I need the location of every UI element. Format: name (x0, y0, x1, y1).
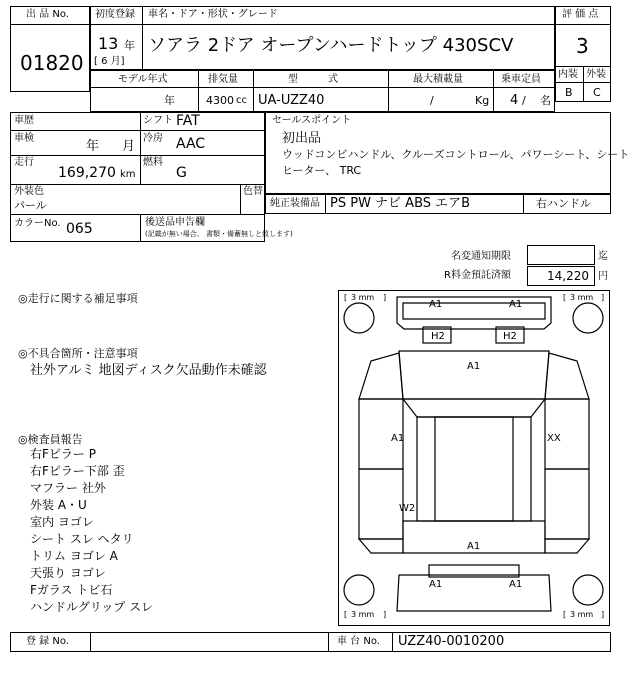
inspector-report-line: Fガラス トビ石 (30, 583, 113, 597)
type-value: UA-UZZ40 (258, 93, 325, 108)
score-label: 評 価 点 (562, 9, 599, 20)
svg-text:]: ] (383, 293, 387, 302)
mileage-unit: km (120, 169, 136, 180)
inspector-report-line: マフラー 社外 (30, 481, 106, 495)
tire-label-rl-text: 3 mm (351, 610, 375, 619)
lot-no-label: 出 品 No. (26, 9, 69, 20)
mileage-value: 169,270 (58, 165, 116, 181)
damage-diagram (338, 290, 610, 626)
capacity-value: 4 (510, 93, 519, 108)
inspector-report-line: 室内 ヨゴレ (30, 515, 94, 529)
displacement-label: 排気量 (208, 74, 238, 85)
tire-label-fl: [ (344, 293, 348, 302)
reg-no-label: 登 録 No. (26, 636, 69, 647)
exterior-grade: C (593, 86, 601, 99)
ext-color-value: パール (14, 199, 47, 212)
rear-bumper (397, 575, 551, 611)
svg-text:]: ] (601, 293, 605, 302)
max-load-label: 最大積載量 (413, 74, 463, 85)
model-year-unit: 年 (164, 94, 175, 107)
interior-label: 内装 (558, 69, 578, 80)
recycle-unit: 円 (598, 271, 608, 282)
type-label: 型 式 (288, 74, 338, 85)
inspector-report-line: トリム ヨゴレ A (30, 549, 118, 563)
mark-hood: A1 (467, 361, 481, 372)
mark-left-side: A1 (391, 433, 405, 444)
sales-line1: 初出品 (282, 131, 322, 146)
svg-text:[: [ (344, 610, 348, 619)
recycle-label: R料金預託済額 (444, 270, 511, 281)
ac-value: AAC (176, 136, 206, 152)
car-name: ソアラ 2ドア オープンハードトップ 430SCV (148, 35, 514, 56)
inspector-title: ◎検査員報告 (18, 433, 83, 446)
svg-text:]: ] (383, 610, 387, 619)
tire-label-fr-text: 3 mm (570, 293, 594, 302)
tire-label-fl-text: 3 mm (351, 293, 375, 302)
interior-grade: B (565, 86, 573, 99)
lot-no-value: 01820 (20, 51, 84, 75)
defect-notes-text: 社外アルミ 地図ディスク欠品動作未確認 (30, 363, 267, 378)
color-no-label: カラーNo. (14, 218, 61, 229)
capacity-label: 乗車定員 (501, 74, 541, 85)
sales-label: セールスポイント (272, 115, 352, 126)
color-no-value: 065 (66, 221, 93, 237)
inspector-report-line: 右Fピラー下部 歪 (30, 464, 125, 478)
score-value: 3 (576, 34, 589, 58)
inspector-report-line: シート スレ ヘタリ (30, 532, 134, 546)
inspector-report-line: ハンドルグリップ スレ (30, 600, 154, 614)
footer-box (10, 632, 611, 652)
driving-notes-title: ◎走行に関する補足事項 (18, 292, 138, 305)
mark-rear-bumper-left: A1 (429, 579, 443, 590)
exterior-label: 外装 (586, 69, 606, 80)
mark-trunk: A1 (467, 541, 481, 552)
mark-front-bumper-left: A1 (429, 299, 443, 310)
front-bumper (397, 297, 551, 329)
aftermarket-note: (記載が無い場合、 書類・備蓄無しと致します) (145, 230, 293, 238)
svg-text:]: ] (601, 610, 605, 619)
tire-rear-left (344, 575, 374, 605)
mark-right-side: XX (547, 433, 561, 444)
svg-text:[: [ (563, 293, 567, 302)
mark-headlight-left: H2 (431, 331, 445, 342)
fuel-value: G (176, 165, 187, 181)
inspector-report-line: 天張り ヨゴレ (30, 566, 106, 580)
fuel-label: 燃料 (143, 157, 163, 168)
equipment-value: PS PW ナビ ABS エアB (330, 196, 471, 211)
color-change-label: 色替 (243, 186, 263, 197)
tire-front-left (344, 303, 374, 333)
tire-rear-right (573, 575, 603, 605)
chassis-label: 車 台 No. (337, 636, 380, 647)
max-load-slash: / (430, 94, 434, 107)
svg-text:[: [ (563, 610, 567, 619)
history-label: 車歴 (14, 115, 34, 126)
mileage-label: 走行 (14, 157, 34, 168)
sales-line3: ヒーター、 TRC (282, 164, 362, 177)
name-change-suffix: 迄 (598, 251, 608, 262)
chassis-value: UZZ40-0010200 (398, 634, 505, 649)
steering-value: 右ハンドル (536, 197, 591, 210)
ext-color-label: 外装色 (14, 186, 44, 197)
name-change-label: 名変通知期限 (451, 251, 511, 262)
mark-rear-left: W2 (399, 503, 416, 514)
recycle-value: 14,220 (547, 269, 589, 283)
capacity-slash: / (522, 94, 526, 107)
name-change-box (527, 245, 595, 265)
sales-line2: ウッドコンビハンドル、クルーズコントロール、パワーシート、シート (282, 148, 630, 161)
inspection-label: 車検 (14, 133, 34, 144)
mark-headlight-right: H2 (503, 331, 517, 342)
tire-label-rr-text: 3 mm (570, 610, 594, 619)
hood (399, 351, 549, 399)
first-reg-label: 初度登録 (95, 9, 135, 20)
mark-front-bumper-right: A1 (509, 299, 523, 310)
inspector-report-line: 外装 A・U (30, 498, 87, 512)
inspector-report-line: 右Fピラー P (30, 447, 96, 461)
capacity-unit: 名 (540, 94, 551, 107)
tire-front-right (573, 303, 603, 333)
car-name-label: 車名・ドア・形状・グレード (148, 9, 278, 20)
cabin (417, 417, 531, 521)
first-reg-year: 13 (98, 34, 119, 53)
inspection-month-unit: 月 (122, 139, 136, 154)
equipment-label: 純正装備品 (270, 198, 320, 209)
first-reg-year-unit: 年 (124, 39, 135, 52)
displacement-unit: cc (236, 95, 247, 106)
model-year-label: モデル年式 (118, 74, 168, 85)
shift-label: シフト (143, 115, 173, 126)
displacement-value: 4300 (206, 94, 234, 107)
ac-label: 冷房 (143, 133, 163, 144)
mark-rear-bumper-right: A1 (509, 579, 523, 590)
first-reg-month: [ 6 月] (94, 56, 125, 67)
shift-value: FAT (176, 113, 200, 129)
defect-notes-title: ◎不具合箇所・注意事項 (18, 347, 138, 360)
aftermarket-label: 後送品申告欄 (145, 217, 205, 228)
inspection-year-unit: 年 (86, 139, 100, 154)
max-load-unit: Kg (475, 94, 490, 107)
